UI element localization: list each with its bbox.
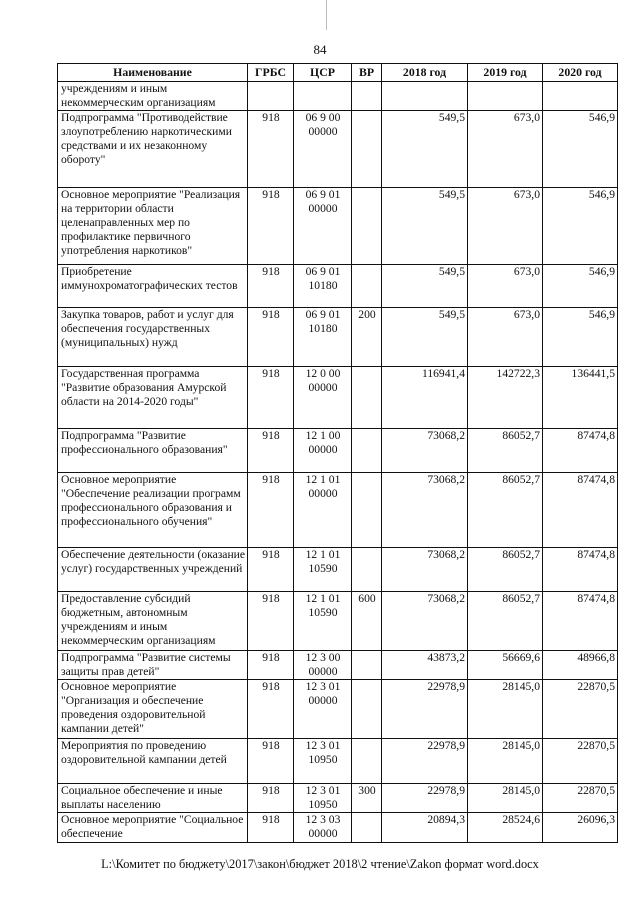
cell-grbs: 918 <box>248 429 294 473</box>
cell-2018: 22978,9 <box>382 784 468 813</box>
cell-vr <box>352 813 382 843</box>
cell-2020: 26096,3 <box>543 813 618 843</box>
budget-table <box>57 63 618 843</box>
table-row <box>58 548 618 592</box>
cell-2019: 86052,7 <box>468 429 543 473</box>
cell-vr <box>352 265 382 308</box>
cell-grbs: 918 <box>248 367 294 429</box>
cell-csr: 12 0 00 00000 <box>294 367 352 429</box>
cell-2018: 549,5 <box>382 308 468 367</box>
cell-name: Мероприятия по проведению оздоровительной кампании детей <box>58 739 248 784</box>
cell-2019: 56669,6 <box>468 651 543 680</box>
table-row <box>58 784 618 813</box>
cell-2020: 87474,8 <box>543 592 618 651</box>
cell-2018 <box>382 82 468 111</box>
table-row <box>58 739 618 784</box>
cell-2020: 87474,8 <box>543 548 618 592</box>
cell-name: учреждениям и иным некоммерческим организациям <box>58 82 248 111</box>
cell-csr: 06 9 00 00000 <box>294 111 352 188</box>
cell-2019 <box>468 82 543 111</box>
table-row <box>58 651 618 680</box>
header-2019: 2019 год <box>468 64 543 82</box>
cell-2018: 22978,9 <box>382 680 468 739</box>
header-csr: ЦСР <box>294 64 352 82</box>
cell-2019: 28145,0 <box>468 784 543 813</box>
cell-2020: 136441,5 <box>543 367 618 429</box>
cell-csr: 12 1 01 10590 <box>294 592 352 651</box>
table-row <box>58 813 618 843</box>
cell-csr: 12 3 01 10950 <box>294 739 352 784</box>
table-body <box>58 82 618 843</box>
cell-vr <box>352 680 382 739</box>
cell-name: Предоставление субсидий бюджетным, автономным учреждениям и иным некоммерческим организациям <box>58 592 248 651</box>
cell-vr <box>352 548 382 592</box>
cell-csr: 06 9 01 10180 <box>294 308 352 367</box>
cell-2018: 73068,2 <box>382 429 468 473</box>
cell-grbs: 918 <box>248 739 294 784</box>
table-row <box>58 265 618 308</box>
cell-2019: 673,0 <box>468 308 543 367</box>
cell-2018: 73068,2 <box>382 548 468 592</box>
cell-name: Приобретение иммунохроматографических тестов <box>58 265 248 308</box>
cell-csr <box>294 82 352 111</box>
cell-2019: 28145,0 <box>468 739 543 784</box>
cell-grbs: 918 <box>248 188 294 265</box>
cell-name: Основное мероприятие "Социальное обеспечение <box>58 813 248 843</box>
cell-name: Подпрограмма "Противодействие злоупотреблению наркотическими средствами и их незаконному обороту" <box>58 111 248 188</box>
cell-2020: 546,9 <box>543 188 618 265</box>
header-2018: 2018 год <box>382 64 468 82</box>
cell-grbs: 918 <box>248 473 294 548</box>
cell-csr: 12 1 01 10590 <box>294 548 352 592</box>
cell-2018: 116941,4 <box>382 367 468 429</box>
header-grbs: ГРБС <box>248 64 294 82</box>
cell-grbs: 918 <box>248 784 294 813</box>
cell-2020: 87474,8 <box>543 429 618 473</box>
cell-vr <box>352 651 382 680</box>
table-row <box>58 473 618 548</box>
cell-2019: 28145,0 <box>468 680 543 739</box>
table-row <box>58 82 618 111</box>
cell-vr <box>352 473 382 548</box>
cell-csr: 12 1 00 00000 <box>294 429 352 473</box>
cell-name: Подпрограмма "Развитие системы защиты прав детей" <box>58 651 248 680</box>
cell-2018: 73068,2 <box>382 473 468 548</box>
cell-2018: 549,5 <box>382 265 468 308</box>
cell-name: Закупка товаров, работ и услуг для обеспечения государственных (муниципальных) нужд <box>58 308 248 367</box>
cell-vr <box>352 367 382 429</box>
table-row <box>58 680 618 739</box>
cell-2018: 549,5 <box>382 111 468 188</box>
cell-vr: 200 <box>352 308 382 367</box>
cell-2020: 22870,5 <box>543 784 618 813</box>
cell-name: Основное мероприятие "Обеспечение реализации программ профессионального образования и профессионального обучения" <box>58 473 248 548</box>
cell-2018: 549,5 <box>382 188 468 265</box>
cell-2020: 546,9 <box>543 111 618 188</box>
cell-vr: 300 <box>352 784 382 813</box>
table-row <box>58 111 618 188</box>
cell-2019: 673,0 <box>468 188 543 265</box>
cell-2019: 86052,7 <box>468 548 543 592</box>
cell-2020: 22870,5 <box>543 739 618 784</box>
cell-grbs: 918 <box>248 308 294 367</box>
cell-vr <box>352 111 382 188</box>
header-name: Наименование <box>58 64 248 82</box>
table-row <box>58 429 618 473</box>
cell-name: Основное мероприятие "Реализация на территории области целенаправленных мер по профилактике первичного употребления наркотиков" <box>58 188 248 265</box>
cell-2019: 86052,7 <box>468 473 543 548</box>
cell-grbs: 918 <box>248 548 294 592</box>
cell-2019: 673,0 <box>468 265 543 308</box>
cell-name: Подпрограмма "Развитие профессионального образования" <box>58 429 248 473</box>
cell-csr: 12 3 03 00000 <box>294 813 352 843</box>
header-2020: 2020 год <box>543 64 618 82</box>
cell-vr <box>352 429 382 473</box>
cell-2018: 22978,9 <box>382 739 468 784</box>
footer-file-path: L:\Комитет по бюджету\2017\закон\бюджет 2018\2 чтение\Zakon формат word.docx <box>101 857 539 871</box>
cell-2020: 48966,8 <box>543 651 618 680</box>
table-row <box>58 188 618 265</box>
cell-2019: 142722,3 <box>468 367 543 429</box>
cell-csr: 06 9 01 00000 <box>294 188 352 265</box>
cell-2018: 43873,2 <box>382 651 468 680</box>
cell-2020 <box>543 82 618 111</box>
cell-2020: 22870,5 <box>543 680 618 739</box>
cell-2019: 86052,7 <box>468 592 543 651</box>
cell-grbs: 918 <box>248 592 294 651</box>
cell-vr: 600 <box>352 592 382 651</box>
cell-csr: 12 3 01 00000 <box>294 680 352 739</box>
cell-name: Государственная программа "Развитие образования Амурской области на 2014-2020 годы" <box>58 367 248 429</box>
cell-csr: 06 9 01 10180 <box>294 265 352 308</box>
cell-csr: 12 1 01 00000 <box>294 473 352 548</box>
cell-name: Социальное обеспечение и иные выплаты населению <box>58 784 248 813</box>
cell-2020: 87474,8 <box>543 473 618 548</box>
cell-2020: 546,9 <box>543 308 618 367</box>
cell-2019: 673,0 <box>468 111 543 188</box>
table-row <box>58 308 618 367</box>
cell-vr <box>352 188 382 265</box>
cell-vr <box>352 739 382 784</box>
cell-grbs: 918 <box>248 680 294 739</box>
cell-grbs <box>248 82 294 111</box>
cell-grbs: 918 <box>248 265 294 308</box>
cell-csr: 12 3 01 10950 <box>294 784 352 813</box>
cell-2020: 546,9 <box>543 265 618 308</box>
cell-2019: 28524,6 <box>468 813 543 843</box>
table-row <box>58 367 618 429</box>
page-number: 84 <box>313 42 327 57</box>
cell-name: Обеспечение деятельности (оказание услуг) государственных учреждений <box>58 548 248 592</box>
cell-2018: 73068,2 <box>382 592 468 651</box>
cell-grbs: 918 <box>248 651 294 680</box>
cell-2018: 20894,3 <box>382 813 468 843</box>
table-header-row <box>58 64 618 82</box>
header-vr: ВР <box>352 64 382 82</box>
table-row <box>58 592 618 651</box>
cell-name: Основное мероприятие "Организация и обеспечение проведения оздоровительной кампании детей" <box>58 680 248 739</box>
cell-grbs: 918 <box>248 111 294 188</box>
binding-mark <box>326 0 327 30</box>
cell-csr: 12 3 00 00000 <box>294 651 352 680</box>
cell-grbs: 918 <box>248 813 294 843</box>
cell-vr <box>352 82 382 111</box>
